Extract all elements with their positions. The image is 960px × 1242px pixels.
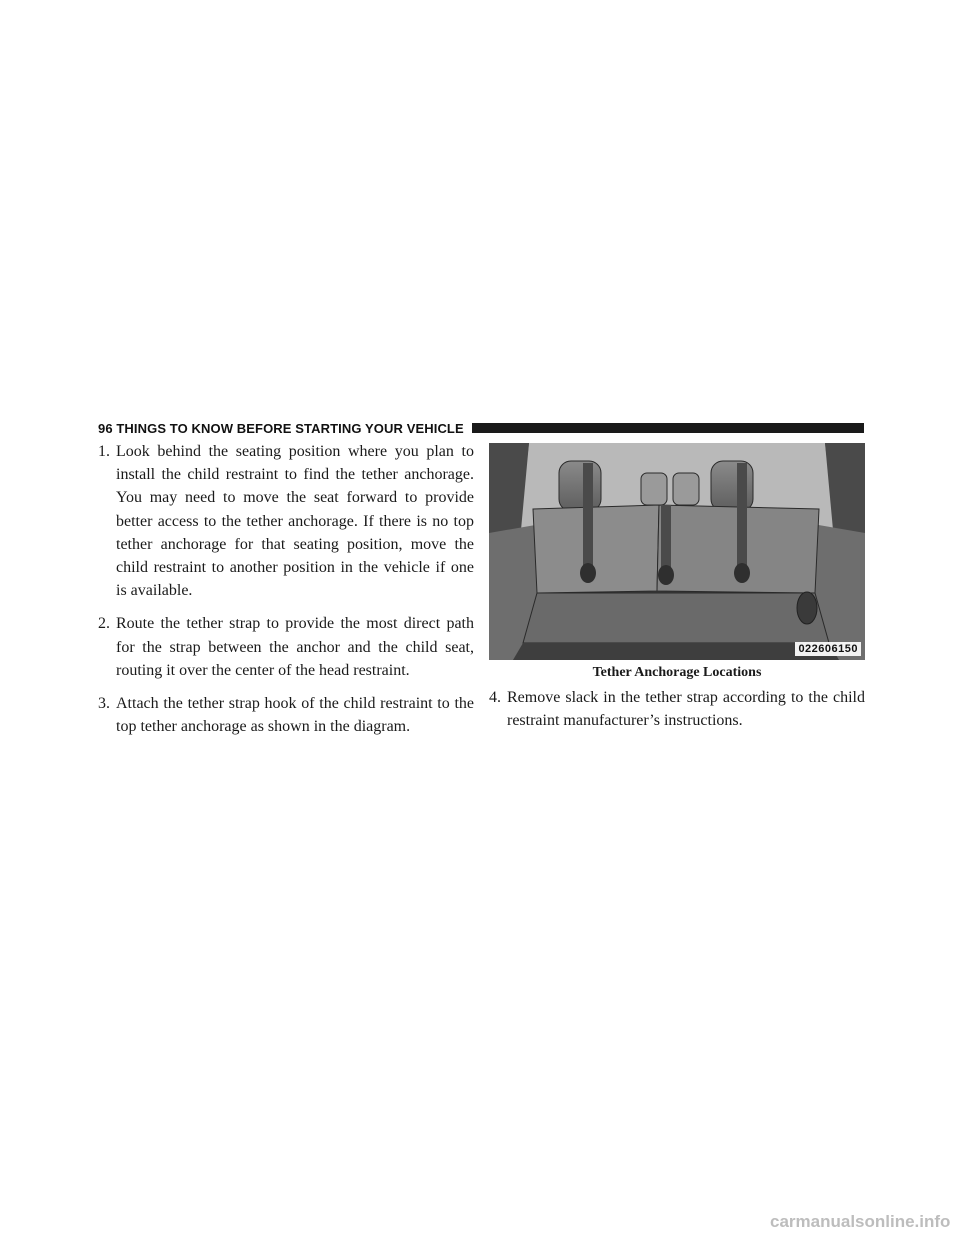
instructions-left-column [98, 440, 474, 748]
step-text: Route the tether strap to provide the most direct path for the strap between the anchor and the child seat, routing it over the center of the head restraint. [116, 615, 474, 679]
step-text: Look behind the seating position where you plan to install the child restraint to find the tether anchorage. You may need to move the seat forward to provide better access to the tether anchorage. If there is no top tether anchorage for that seating position, move the child restraint to another position in the vehicle if one is available. [116, 443, 474, 600]
step-number: 2. [98, 615, 110, 633]
header-rule [472, 423, 864, 433]
instruction-step [489, 686, 865, 732]
page-header [98, 421, 864, 435]
cargo-area-drawing [489, 443, 865, 660]
instruction-step [98, 612, 474, 682]
figure-caption: Tether Anchorage Locations [592, 665, 762, 680]
step-text: Remove slack in the tether strap according to the child restraint manufacturer’s instructions. [507, 689, 865, 730]
instruction-step [98, 692, 474, 738]
instruction-step [98, 440, 474, 602]
tether-anchorage-illustration [489, 443, 865, 660]
step-number: 3. [98, 695, 110, 713]
page-header-title: 96 THINGS TO KNOW BEFORE STARTING YOUR VEHICLE [98, 420, 464, 436]
step-number: 1. [98, 443, 110, 460]
step-text: Attach the tether strap hook of the child restraint to the top tether anchorage as shown in the diagram. [116, 695, 474, 736]
watermark: carmanualsonline.info [770, 1212, 951, 1231]
figure-code: 022606150 [795, 642, 861, 656]
instructions-right-column [489, 686, 865, 742]
step-number: 4. [489, 689, 501, 706]
